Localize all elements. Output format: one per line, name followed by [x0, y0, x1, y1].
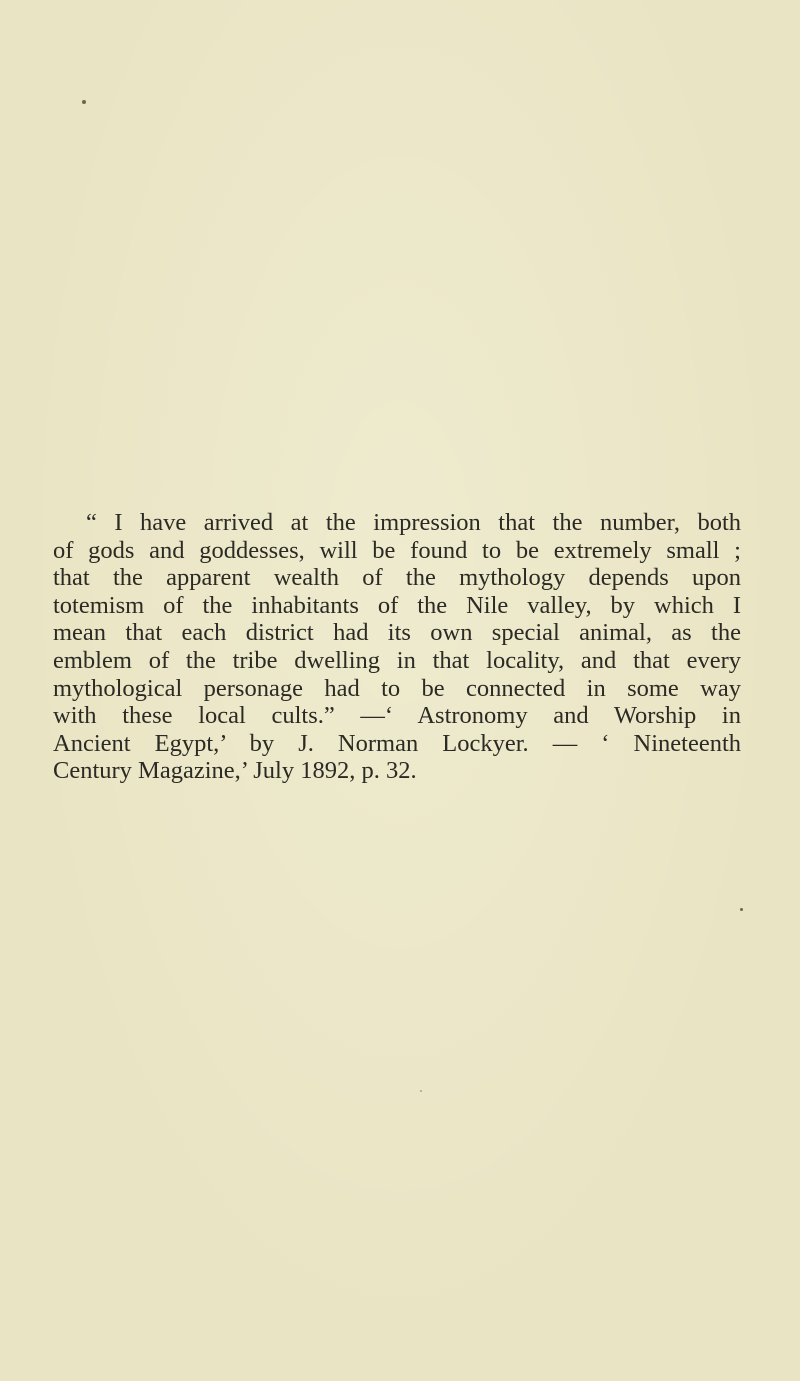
paper-speck — [740, 908, 743, 911]
quote-line-3: that the apparent wealth of the mythology depends upon — [53, 564, 741, 592]
quote-line-4: totemism of the inhabitants of the Nile valley, by which I — [53, 591, 741, 619]
quote-line-8: with these local cults.” —‘ Astronomy and Worship in — [53, 702, 741, 730]
epigraph-quotation — [53, 509, 741, 785]
quote-line-5: mean that each district had its own special animal, as the — [53, 619, 741, 647]
paper-speck — [82, 100, 86, 104]
quote-line-6: emblem of the tribe dwelling in that locality, and that every — [53, 646, 741, 674]
quote-line-2: of gods and goddesses, will be found to be extremely small ; — [53, 536, 741, 564]
quote-line-9: Ancient Egypt,’ by J. Norman Lockyer. — ‘ Nineteenth — [53, 729, 741, 757]
paper-speck — [420, 1090, 422, 1092]
quote-line-10: Century Magazine,’ July 1892, p. 32. — [53, 757, 417, 785]
quote-line-7: mythological personage had to be connected in some way — [53, 674, 741, 702]
quote-line-1: “ I have arrived at the impression that the number, both — [86, 509, 741, 536]
